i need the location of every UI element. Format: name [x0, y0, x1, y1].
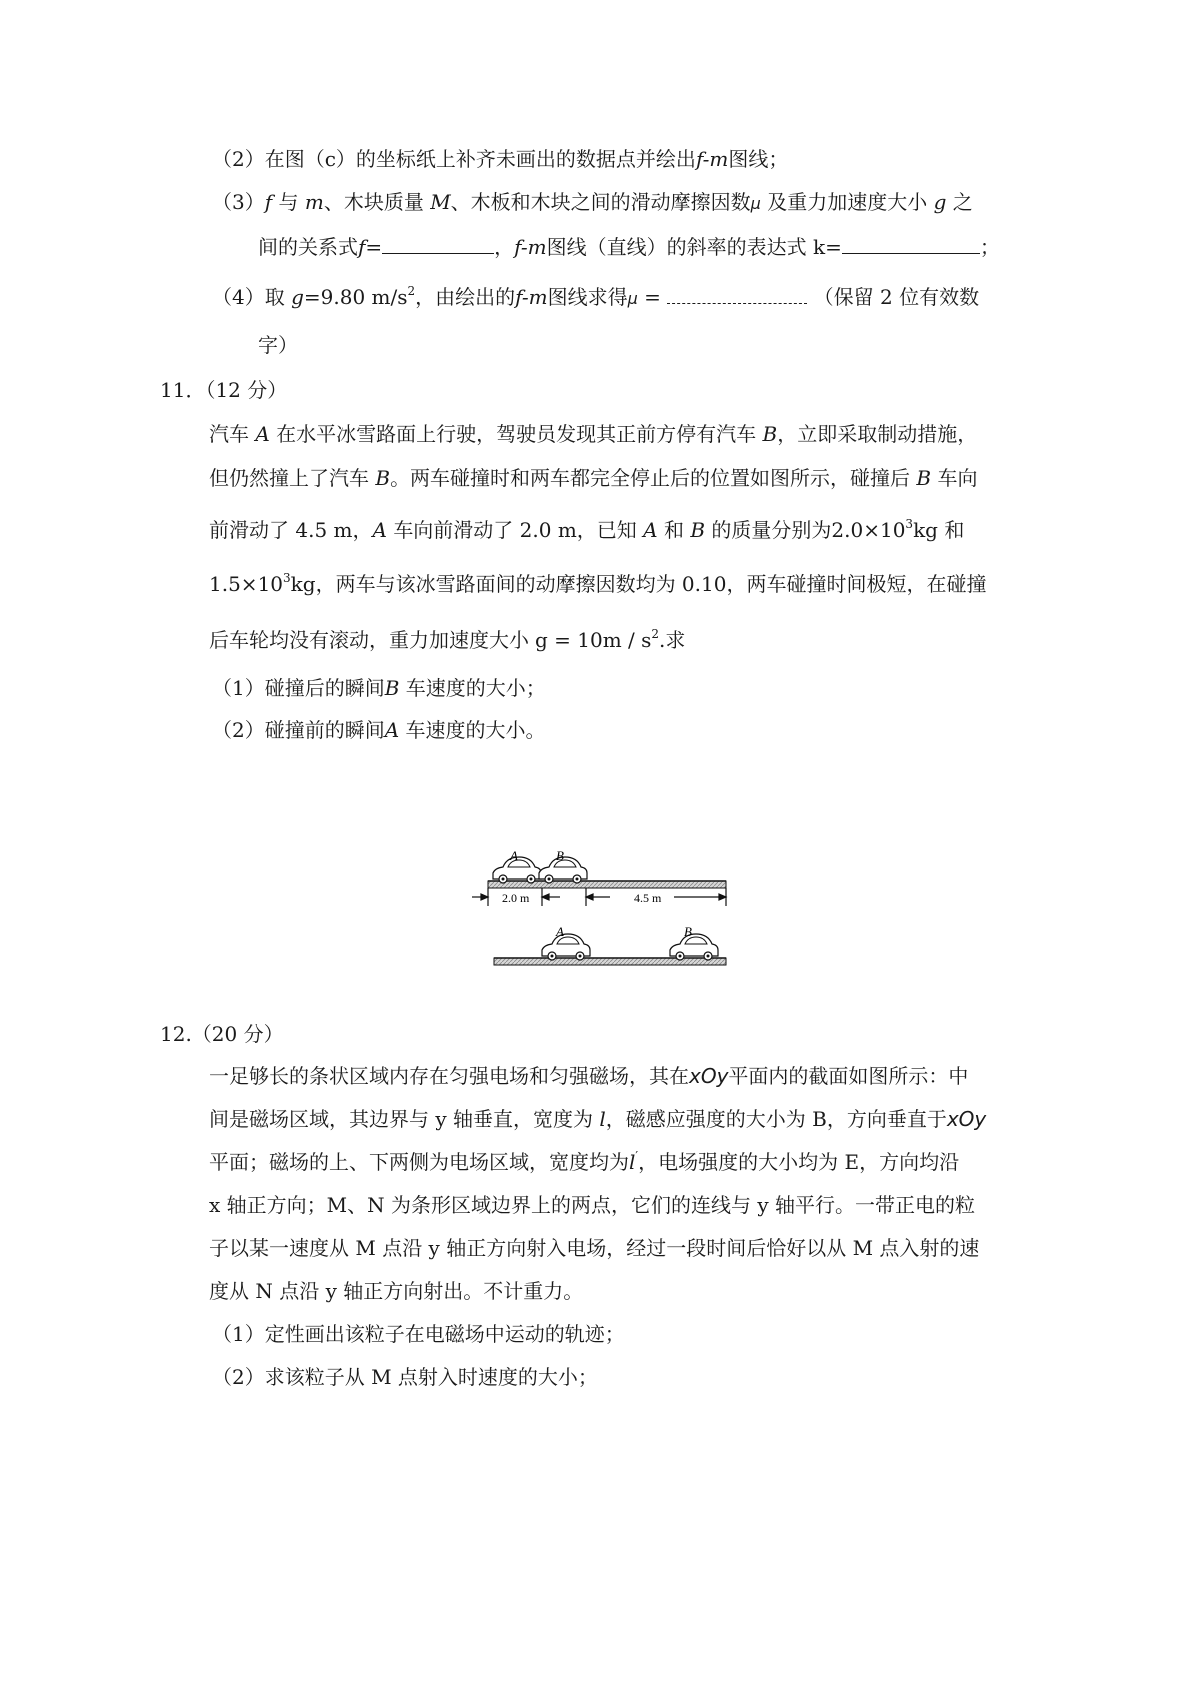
text: （保留 2 位有效数: [813, 285, 980, 309]
q12-sub1-number: （1）: [212, 1322, 265, 1346]
label-car-b-top: B: [556, 850, 564, 863]
text: 平面；磁场的上、下两侧为电场区域，宽度均为: [209, 1150, 629, 1174]
car-collision-figure: [470, 850, 740, 990]
text: 定性画出该粒子在电磁场中运动的轨迹；: [264, 1322, 625, 1346]
var-B: B: [916, 466, 932, 490]
q10-part3-line1: [212, 190, 973, 216]
answer-blank-k[interactable]: [842, 235, 980, 254]
text: 一足够长的条状区域内存在匀强电场和匀强磁场，其在: [209, 1064, 689, 1088]
text: 与: [278, 190, 299, 214]
q10-part3-line2: [258, 235, 1000, 259]
var-A: A: [372, 518, 387, 542]
var-A: A: [255, 422, 270, 446]
q10-part4-line1: [212, 285, 979, 311]
text: 的质量分别为: [711, 518, 832, 542]
q12-line6: [209, 1279, 583, 1303]
text: 后车轮均没有滚动，重力加速度大小: [209, 628, 529, 652]
text: x 轴正方向；M、N 为条形区域边界上的两点，它们的连线与 y 轴平行。一带正电的粒: [209, 1193, 975, 1217]
text: ，电场强度的大小均为 E，方向均沿: [638, 1150, 960, 1174]
q10-part2-number: （2）: [212, 147, 265, 171]
text: 车速度的大小。: [405, 718, 546, 742]
text: 、木板和木块之间的滑动摩擦因数: [450, 190, 751, 214]
q11-line5: [209, 628, 685, 652]
q10-part2: [212, 147, 788, 171]
text: 汽车: [209, 422, 249, 446]
text: 之: [952, 190, 973, 214]
q11-line3: [209, 518, 964, 542]
q12-header: [160, 1022, 284, 1046]
var-B: B: [375, 466, 391, 490]
var-B: B: [690, 518, 706, 542]
q10-fm: f-m: [514, 235, 547, 259]
text: 碰撞前的瞬间: [264, 718, 385, 742]
var-M: M: [430, 190, 451, 214]
text: 但仍然撞上了汽车: [209, 466, 369, 490]
q12-line2: [209, 1107, 986, 1131]
text: 字）: [258, 333, 298, 357]
q11-header: [160, 378, 287, 402]
text: 车向前滑动了 2.0 m，已知: [393, 518, 637, 542]
var-mu: μ: [750, 194, 761, 213]
var-B: B: [762, 422, 778, 446]
distance-b-label: 4.5 m: [634, 891, 662, 905]
text: ；: [979, 235, 1000, 259]
q11-line4: [209, 572, 986, 596]
q12-sub2-number: （2）: [212, 1365, 265, 1389]
mass-A-value: 2.0×10: [831, 518, 906, 542]
answer-blank-f[interactable]: [382, 235, 494, 254]
exponent: 2: [651, 627, 660, 641]
exponent: 3: [283, 571, 291, 585]
var-f: f: [358, 235, 366, 259]
bottom-road: [494, 958, 726, 965]
var-xoy: xOy: [689, 1064, 729, 1088]
text: .求: [659, 628, 686, 652]
text: kg，两车与该冰雪路面间的动摩擦因数均为 0.10，两车碰撞时间极短，在碰撞: [290, 572, 987, 596]
text: 取: [264, 285, 285, 309]
q12-sub2: [212, 1365, 598, 1389]
car-a-after: [542, 934, 590, 960]
var-mu: μ: [627, 289, 638, 308]
text: 碰撞后的瞬间: [264, 676, 385, 700]
label-car-b-bottom: B: [684, 924, 692, 939]
q12-line3: [209, 1150, 959, 1174]
var-g: g: [933, 190, 947, 214]
distance-a-label: 2.0 m: [502, 891, 530, 905]
text: 车向: [937, 466, 978, 490]
answer-blank-mu[interactable]: [667, 285, 807, 304]
text: 车速度的大小；: [405, 676, 546, 700]
text: ，立即采取制动措施，: [777, 422, 978, 446]
car-b-after: [670, 934, 718, 960]
text: =: [365, 235, 383, 259]
label-car-a-top: A: [510, 850, 518, 863]
text: ，: [494, 235, 515, 259]
q10-part3-number: （3）: [212, 190, 265, 214]
q11-header-text: 11．（12 分）: [160, 378, 288, 402]
var-l-prime: l: [629, 1150, 636, 1174]
text: 间的关系式: [258, 235, 358, 259]
q10-fm: f-m: [515, 285, 548, 309]
q11-sub1: [212, 676, 546, 700]
q10-part2-text: 在图（c）的坐标纸上补齐未画出的数据点并绘出: [264, 147, 696, 171]
text: 前滑动了 4.5 m，: [209, 518, 373, 542]
q12-sub1: [212, 1322, 625, 1346]
text: 图线求得: [547, 285, 628, 309]
var-B: B: [384, 676, 400, 700]
var-A: A: [643, 518, 658, 542]
top-road: [488, 881, 726, 888]
text: =: [637, 285, 668, 309]
exponent: 3: [905, 517, 914, 531]
var-m: m: [304, 190, 324, 214]
q11-sub2: [212, 718, 546, 742]
text: 平面内的截面如图所示：中: [728, 1064, 969, 1088]
text: 子以某一速度从 M 点沿 y 轴正方向射入电场，经过一段时间后恰好以从 M 点入射的速: [209, 1236, 980, 1260]
text: ，磁感应强度的大小为 B，方向垂直于: [605, 1107, 947, 1131]
q10-part4-line2: [258, 333, 298, 357]
q12-line4: [209, 1193, 975, 1217]
text: 及重力加速度大小: [767, 190, 928, 214]
q11-sub1-number: （1）: [212, 676, 265, 700]
text: ，由绘出的: [415, 285, 516, 309]
label-car-a-bottom: A: [556, 924, 564, 939]
q11-line2: [209, 466, 977, 490]
q10-part2-fm: f-m: [695, 147, 729, 171]
text: 在水平冰雪路面上行驶，驾驶员发现其正前方停有汽车: [276, 422, 757, 446]
text: 。两车碰撞时和两车都完全停止后的位置如图所示，碰撞后: [390, 466, 911, 490]
gravity-equation: g = 10m / s: [535, 628, 652, 652]
var-xoy: xOy: [946, 1107, 987, 1131]
var-A: A: [384, 718, 400, 742]
text: =9.80 m/s: [303, 285, 408, 309]
q11-sub2-number: （2）: [212, 718, 265, 742]
exponent: 2: [407, 284, 416, 298]
text: 求该粒子从 M 点射入时速度的大小；: [264, 1365, 598, 1389]
q11-line1: [209, 422, 977, 446]
mass-B-value: 1.5×10: [209, 572, 284, 596]
text: 和: [663, 518, 684, 542]
text: 间是磁场区域，其边界与 y 轴垂直，宽度为: [209, 1107, 594, 1131]
q10-part4-number: （4）: [212, 285, 265, 309]
text: 、木块质量: [323, 190, 424, 214]
var-g: g: [291, 285, 304, 309]
prime-mark: ′: [635, 1149, 639, 1163]
text: 度从 N 点沿 y 轴正方向射出。不计重力。: [209, 1279, 584, 1303]
q12-line5: [209, 1236, 979, 1260]
q12-header-text: 12.（20 分）: [160, 1022, 284, 1046]
text: kg 和: [913, 518, 965, 542]
q12-line1: [209, 1064, 968, 1088]
text: 图线（直线）的斜率的表达式 k=: [546, 235, 842, 259]
q10-part2-text-end: 图线；: [728, 147, 789, 171]
var-f: f: [264, 190, 273, 214]
var-l: l: [599, 1107, 606, 1131]
